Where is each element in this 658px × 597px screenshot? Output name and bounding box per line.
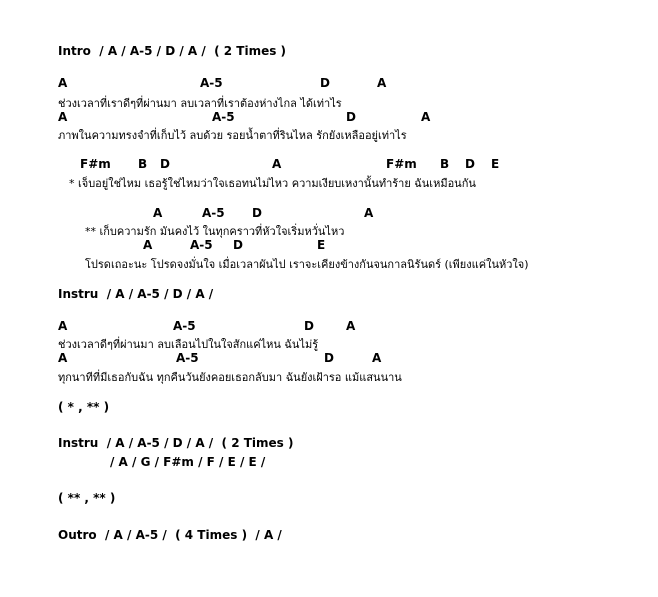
chord: A-5: [190, 238, 213, 252]
repeat-marker: ( * , ** ): [58, 400, 110, 414]
lyric-line: ภาพในความทรงจำที่เก็บไว้ ลบด้วย รอยน้ำตาที่รินไหล รักยังเหลืออยู่เท่าไร: [58, 129, 407, 142]
chord: B: [138, 157, 148, 171]
chord: E: [491, 157, 500, 171]
chord: A-5: [202, 206, 225, 220]
chord: D: [160, 157, 170, 171]
chord: D: [233, 238, 243, 252]
chord: A: [272, 157, 282, 171]
instru-line: Instru / A / A-5 / D / A /: [58, 287, 214, 301]
chord: D: [465, 157, 475, 171]
lyric-line: ช่วงเวลาที่เราดีๆที่ผ่านมา ลบเวลาที่เราต้องห่างไกล ได้เท่าไร: [58, 97, 342, 110]
chord: A-5: [176, 351, 199, 365]
chord: A-5: [173, 319, 196, 333]
repeat-marker: ( ** , ** ): [58, 491, 116, 505]
instru-line: Instru / A / A-5 / D / A / ( 2 Times ): [58, 436, 294, 450]
chord: F#m: [80, 157, 111, 171]
chord: F#m: [386, 157, 417, 171]
chord: A: [346, 319, 356, 333]
chord: D: [252, 206, 262, 220]
chord: A: [153, 206, 163, 220]
chord: A: [143, 238, 153, 252]
outro-line: Outro / A / A-5 / ( 4 Times ) / A /: [58, 528, 282, 542]
chord: A-5: [212, 110, 235, 124]
chord: A: [372, 351, 382, 365]
lyric-line: ** เก็บความรัก มันคงไว้ ในทุกคราวที่หัวใจเริ่มหวั่นไหว: [85, 225, 345, 238]
instru-line-continued: / A / G / F#m / F / E / E /: [110, 455, 266, 469]
chord: A: [377, 76, 387, 90]
lyric-line: * เจ็บอยู่ใช่ไหม เธอรู้ใช่ไหมว่าใจเธอทนไม่ไหว ความเงียบเหงานั้นทำร้าย ฉันเหมือนกัน: [69, 177, 476, 190]
chord: D: [320, 76, 330, 90]
chord: A: [58, 110, 68, 124]
chord: D: [324, 351, 334, 365]
chord: A: [58, 351, 68, 365]
chord: A: [58, 76, 68, 90]
lyric-line: ช่วงเวลาดีๆที่ผ่านมา ลบเลือนไปในใจสักแค่ไหน ฉันไม่รู้: [58, 338, 319, 351]
chord: E: [317, 238, 326, 252]
lyric-line: โปรดเถอะนะ โปรดจงมั่นใจ เมื่อเวลาผันไป เราจะเคียงข้างกันจนกาลนิรันดร์ (เพียงแค่ในหัวใจ): [85, 258, 529, 271]
chord: D: [346, 110, 356, 124]
chord: D: [304, 319, 314, 333]
chord: A-5: [200, 76, 223, 90]
chord: A: [364, 206, 374, 220]
intro-line: Intro / A / A-5 / D / A / ( 2 Times ): [58, 44, 287, 58]
chord: B: [440, 157, 450, 171]
chord: A: [421, 110, 431, 124]
lyric-line: ทุกนาทีที่มีเธอกับฉัน ทุกคืนวันยังคอยเธอกลับมา ฉันยังเฝ้ารอ แม้แสนนาน: [58, 371, 402, 384]
chord: A: [58, 319, 68, 333]
